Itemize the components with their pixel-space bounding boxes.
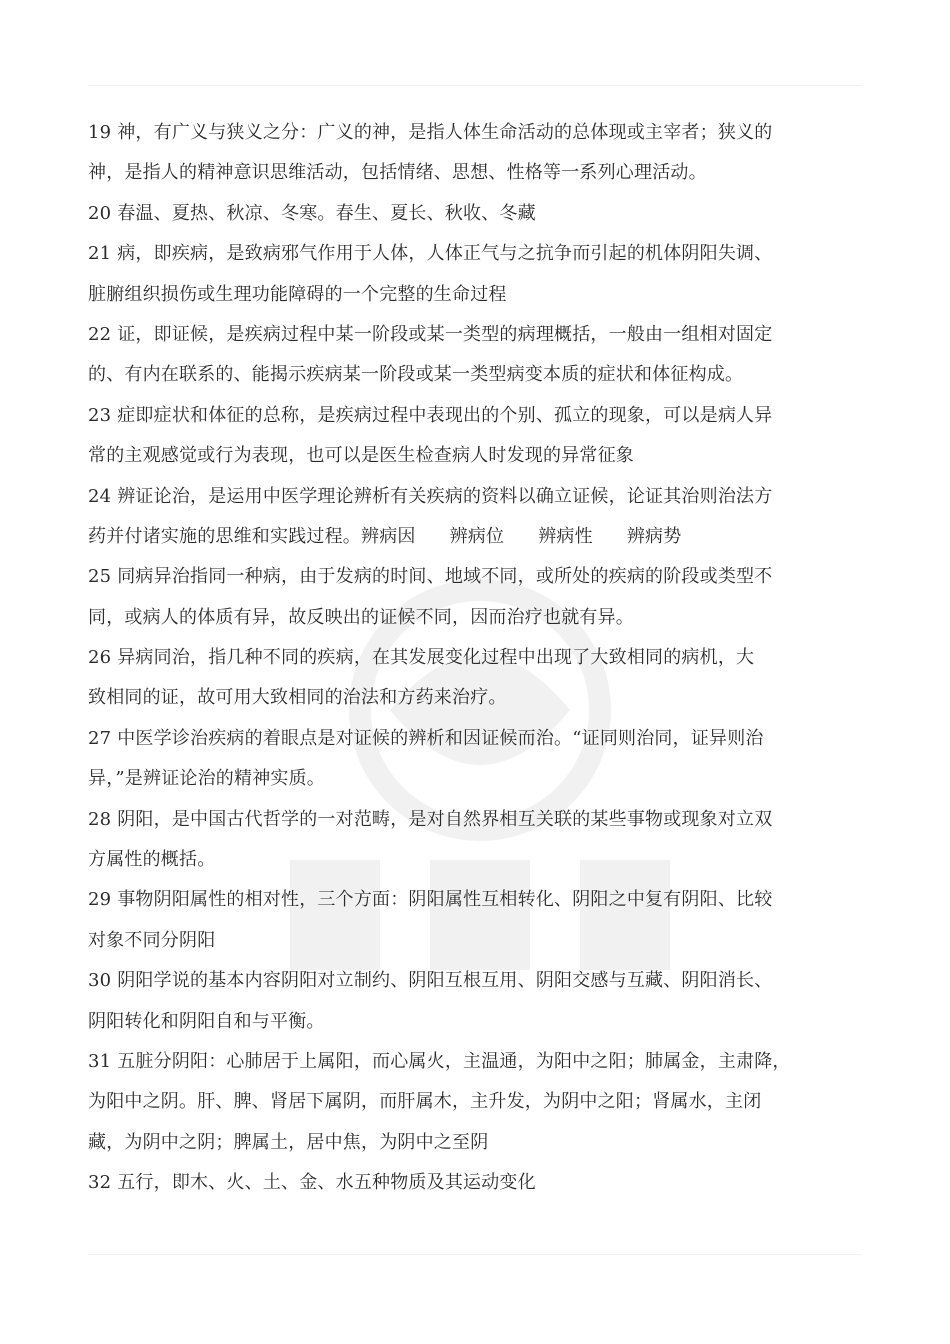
text-line: 对象不同分阴阳 [88, 929, 216, 951]
term-bianbingwei: 辨病位 [449, 525, 505, 547]
header-rule [88, 85, 862, 86]
entry-22 [88, 315, 866, 396]
text-line: 30 阴阳学说的基本内容阴阳对立制约、阴阳互根互用、阴阳交感与互藏、阴阳消长、 [88, 970, 773, 992]
entry-24 [88, 477, 866, 558]
entry-25 [88, 557, 866, 638]
text-segment: 药并付诸实施的思维和实践过程。辨病因 [88, 525, 416, 547]
text-line: 29 事物阴阳属性的相对性，三个方面：阴阳属性互相转化、阴阳之中复有阴阳、比较 [88, 889, 773, 911]
text-line: 方属性的概括。 [88, 849, 216, 871]
entry-29 [88, 880, 866, 961]
text-line: 阴阳转化和阴阳自和与平衡。 [88, 1010, 325, 1032]
text-line: 神，是指人的精神意识思维活动，包括情绪、思想、性格等一系列心理活动。 [88, 162, 707, 184]
entry-32 [88, 1163, 866, 1203]
entry-19 [88, 113, 866, 194]
entry-27 [88, 719, 866, 800]
text-line: 21 病，即疾病，是致病邪气作用于人体，人体正气与之抗争而引起的机体阴阳失调、 [88, 243, 773, 265]
text-line: 26 异病同治，指几种不同的疾病，在其发展变化过程中出现了大致相同的病机，大 [88, 647, 755, 669]
text-line: 32 五行，即木、火、土、金、水五种物质及其运动变化 [88, 1172, 536, 1194]
text-line: 的、有内在联系的、能揭示疾病某一阶段或某一类型病变本质的症状和体征构成。 [88, 364, 744, 386]
text-line: 25 同病异治指同一种病，由于发病的时间、地域不同，或所处的疾病的阶段或类型不 [88, 566, 773, 588]
text-line: 28 阴阳，是中国古代哲学的一对范畴，是对自然界相互关联的某些事物或现象对立双 [88, 808, 773, 830]
text-line: 致相同的证，故可用大致相同的治法和方药来治疗。 [88, 687, 507, 709]
entry-21 [88, 234, 866, 315]
text-line: 常的主观感觉或行为表现，也可以是医生检查病人时发现的异常征象 [88, 445, 634, 467]
text-line: 20 春温、夏热、秋凉、冬寒。春生、夏长、秋收、冬藏 [88, 202, 536, 224]
text-line: 脏腑组织损伤或生理功能障碍的一个完整的生命过程 [88, 283, 507, 305]
text-line: 31 五脏分阴阳：心肺居于上属阳，而心属火，主温通，为阳中之阳；肺属金，主肃降， [88, 1050, 791, 1072]
term-bianbingshi: 辨病势 [626, 525, 682, 547]
entry-31 [88, 1042, 866, 1163]
text-line: 同，或病人的体质有异，故反映出的证候不同，因而治疗也就有异。 [88, 606, 634, 628]
entry-23 [88, 396, 866, 477]
entry-20 [88, 194, 866, 234]
entry-26 [88, 638, 866, 719]
document-body [88, 113, 866, 1204]
term-bianbingxing: 辨病性 [538, 525, 593, 547]
footer-rule [88, 1254, 862, 1255]
text-line: 24 辨证论治，是运用中医学理论辨析有关疾病的资料以确立证候，论证其治则治法方 [88, 485, 773, 507]
text-line: 异，”是辨证论治的精神实质。 [88, 768, 326, 790]
text-line: 19 神，有广义与狭义之分：广义的神，是指人体生命活动的总体现或主宰者；狭义的 [88, 122, 773, 143]
text-line: 22 证，即证候，是疾病过程中某一阶段或某一类型的病理概括，一般由一组相对固定 [88, 323, 773, 345]
entry-28 [88, 800, 866, 881]
text-line: 27 中医学诊治疾病的着眼点是对证候的辨析和因证候而治。“证同则治同，证异则治 [88, 727, 764, 749]
entry-30 [88, 961, 866, 1042]
text-line: 藏，为阴中之阴；脾属土，居中焦，为阴中之至阴 [88, 1131, 489, 1153]
text-line: 23 症即症状和体征的总称，是疾病过程中表现出的个别、孤立的现象，可以是病人异 [88, 404, 773, 426]
text-line-with-terms [88, 517, 866, 557]
text-line: 为阳中之阴。肝、脾、肾居下属阴，而肝属木，主升发，为阴中之阳；肾属水，主闭 [88, 1091, 762, 1113]
